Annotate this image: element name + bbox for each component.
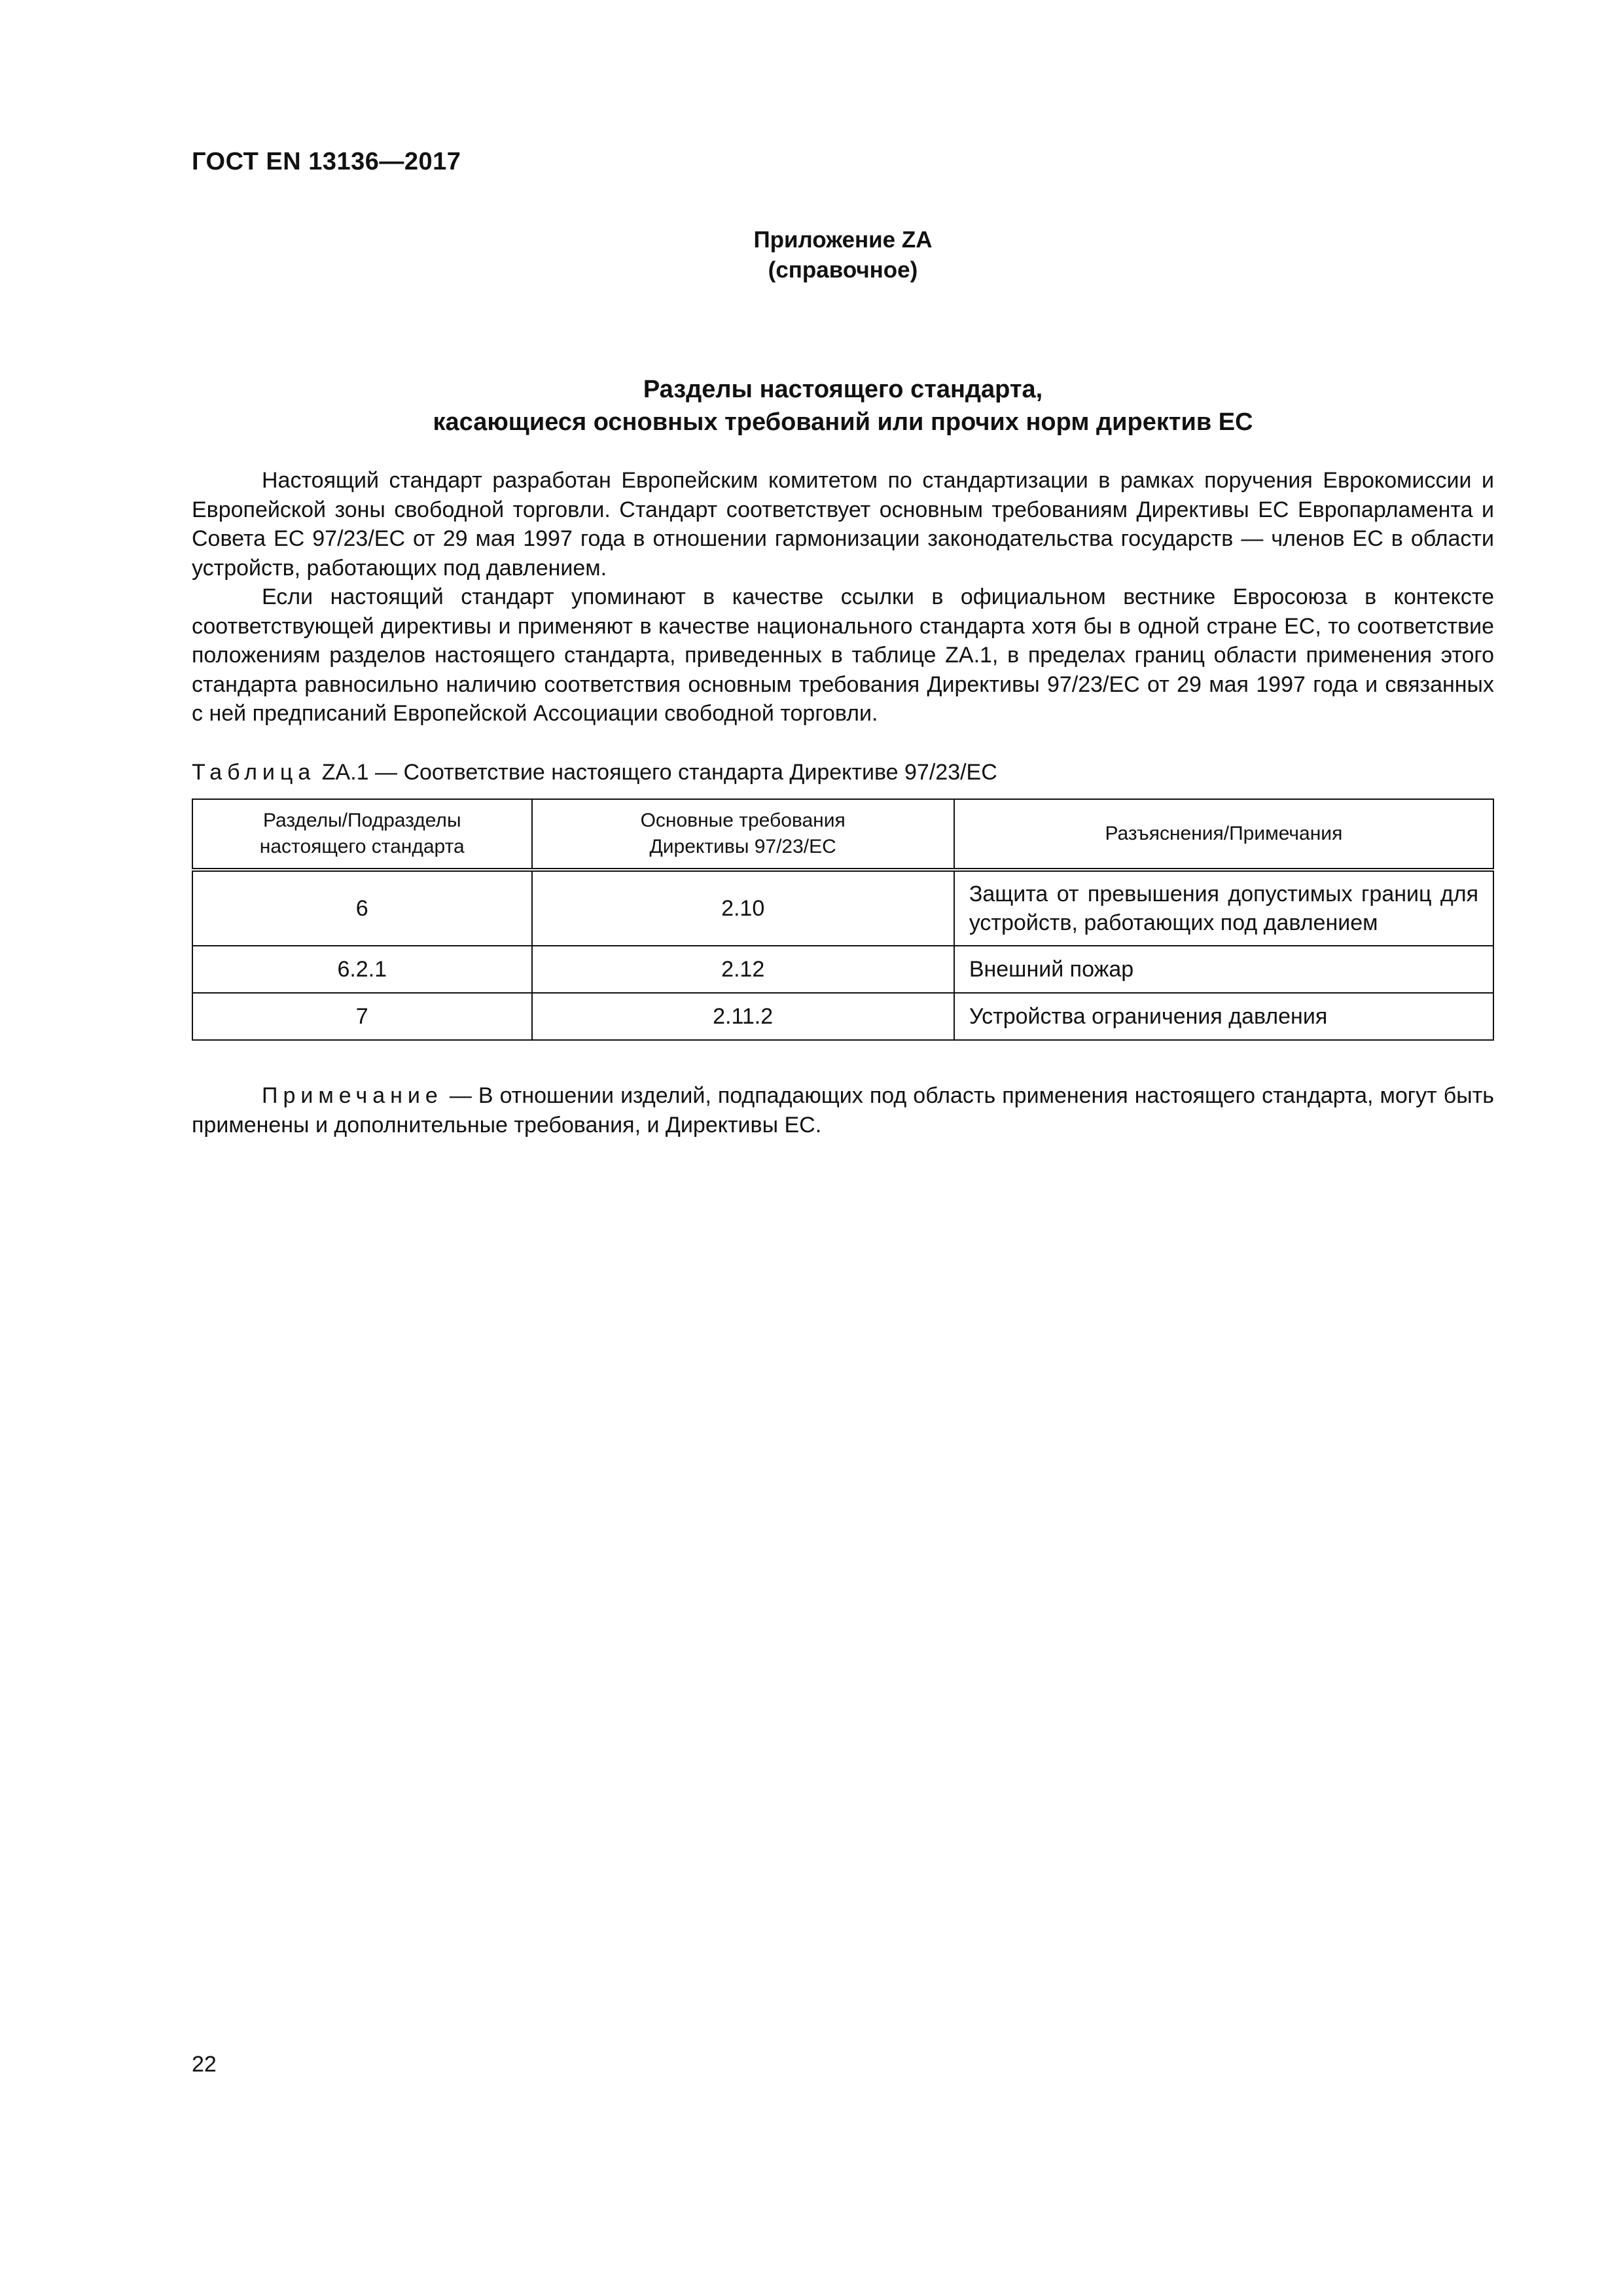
cell-section: 6 <box>192 870 532 946</box>
correspondence-table <box>192 798 1494 1041</box>
appendix-heading <box>192 225 1494 285</box>
cell-requirement: 2.11.2 <box>532 993 954 1040</box>
table-row <box>192 993 1493 1040</box>
cell-note: Защита от превышения допустимых границ для устройств, работающих под давлением <box>954 870 1493 946</box>
cell-section: 6.2.1 <box>192 946 532 993</box>
cell-note: Внешний пожар <box>954 946 1493 993</box>
paragraph-1: Настоящий стандарт разработан Европейским комитетом по стандартизации в рамках поручения Еврокомиссии и Европейской зоны свободной торговли. Стандарт соответствует основным требованиям Директивы ЕС Европарламента и Совета ЕС 97/23/ЕС от 29 мая 1997 года в отношении гармонизации законодательства государств — членов ЕС в области устройств, работающих под давлением. <box>192 468 1494 581</box>
section-title-line2: касающиеся основных требований или прочих норм директив ЕС <box>433 408 1253 436</box>
body-text <box>192 466 1494 728</box>
header-requirements: Основные требования Директивы 97/23/ЕС <box>532 799 954 870</box>
cell-requirement: 2.12 <box>532 946 954 993</box>
document-code: ГОСТ EN 13136—2017 <box>192 148 461 175</box>
table-caption-label: Таблица <box>192 760 316 785</box>
table-header-row <box>192 799 1493 870</box>
table-row <box>192 946 1493 993</box>
cell-note: Устройства ограничения давления <box>954 993 1493 1040</box>
table-caption-text: ZA.1 — Соответствие настоящего стандарта Директиве 97/23/ЕС <box>321 760 997 785</box>
cell-section: 7 <box>192 993 532 1040</box>
header-sections: Разделы/Подразделы настоящего стандарта <box>192 799 532 870</box>
page-number: 22 <box>192 2052 217 2077</box>
table-note <box>192 1081 1494 1139</box>
header-notes: Разъяснения/Примечания <box>954 799 1493 870</box>
section-title-line1: Разделы настоящего стандарта, <box>643 376 1043 403</box>
table-caption <box>192 758 997 787</box>
appendix-title: Приложение ZA <box>753 227 933 253</box>
section-title <box>192 373 1494 439</box>
paragraph-2: Если настоящий стандарт упоминают в качестве ссылки в официальном вестнике Евросоюза в контексте соответствующей директивы и применяют в качестве национального стандарта хотя бы в одной стране ЕС, то соответствие положениям разделов настоящего стандарта, приведенных в таблице ZA.1, в пределах границ области применения этого стандарта равносильно наличию соответствия основным требования Директивы 97/23/ЕС от 29 мая 1997 года и связанных с ней предписаний Европейской Ассоциации свободной торговли. <box>192 584 1494 726</box>
note-text: — В отношении изделий, подпадающих под область применения настоящего стандарта, могут быть применены и дополнительные требования, и Директивы ЕС. <box>192 1083 1494 1138</box>
table-row <box>192 870 1493 946</box>
appendix-type: (справочное) <box>768 257 918 283</box>
note-label: Примечание <box>262 1083 443 1108</box>
cell-requirement: 2.10 <box>532 870 954 946</box>
